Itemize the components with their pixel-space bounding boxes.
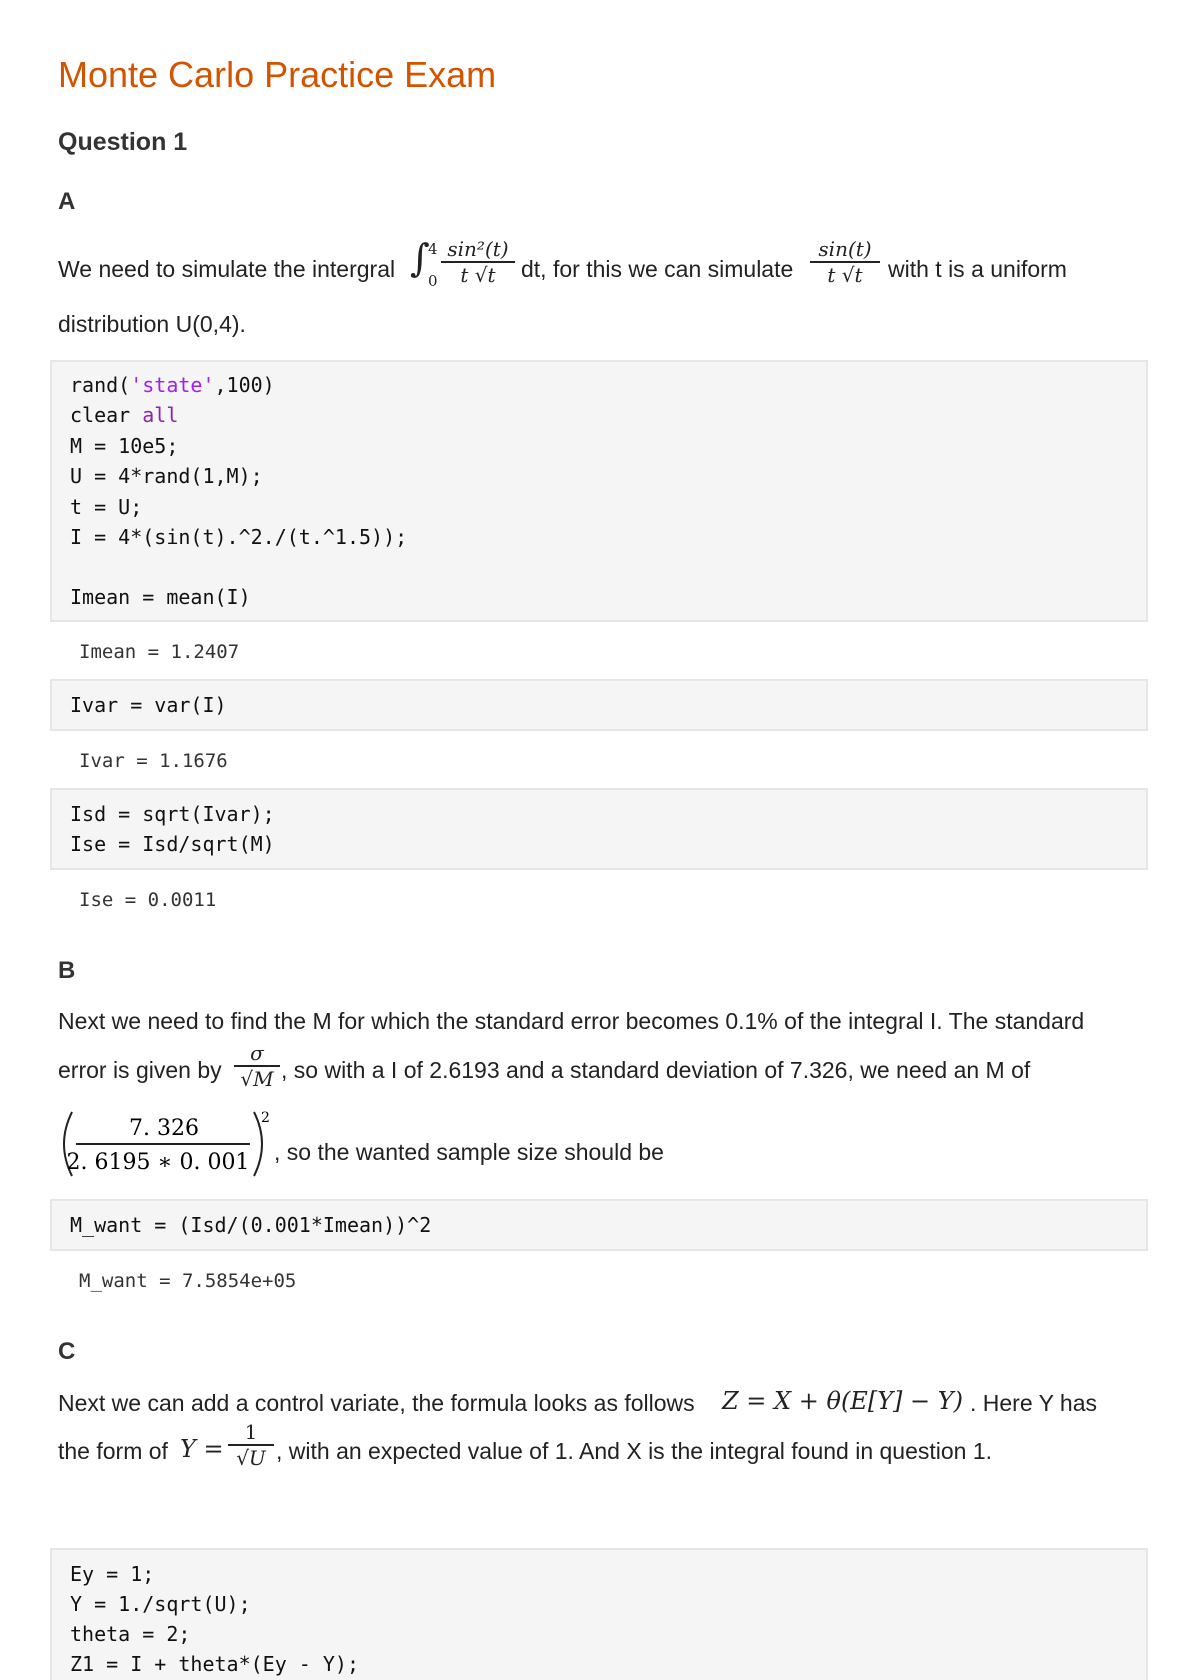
formula-numerator: 7. 326 <box>129 1116 199 1141</box>
y-equals: Y = <box>180 1435 224 1463</box>
part-b-text-1: Next we need to find the M for which the standard error becomes 0.1% of the integral I. The standard <box>58 1008 1085 1034</box>
sample-size-formula <box>58 1108 278 1180</box>
part-c-text-4: , with an expected value of 1. And X is the integral found in question 1. <box>276 1438 993 1464</box>
code-line: Ivar = var(I) <box>70 693 227 717</box>
part-a-text-1: We need to simulate the intergral <box>58 256 396 282</box>
formula-exponent: 2 <box>261 1110 270 1126</box>
code-line: U = 4*rand(1,M); <box>70 464 263 488</box>
code-line: Ey = 1; <box>70 1562 155 1586</box>
code-keyword: all <box>142 403 179 427</box>
control-variate-formula: Z = X + θ(E[Y] − Y) <box>722 1387 963 1415</box>
part-c-text-2: . Here Y has <box>970 1390 1098 1416</box>
code-line: M_want = (Isd/(0.001*Imean))^2 <box>70 1213 432 1237</box>
se-denominator: √M <box>240 1067 274 1091</box>
integrand-denominator: t √t <box>460 263 496 287</box>
code-line: Isd = sqrt(Ivar); <box>70 802 275 826</box>
code-line: M = 10e5; <box>70 434 179 458</box>
code-block-5 <box>50 1548 1148 1680</box>
part-c-text-3: the form of <box>58 1438 168 1464</box>
code-line: Imean = mean(I) <box>70 585 251 609</box>
standard-error-fraction <box>234 1041 280 1091</box>
code-line: theta = 2; <box>70 1622 191 1646</box>
integral-lower: 0 <box>428 272 438 290</box>
code-line: Ise = Isd/sqrt(M) <box>70 832 275 856</box>
part-b-text-3: , so with a I of 2.6193 and a standard deviation of 7.326, we need an M of <box>281 1057 1031 1083</box>
simulate-denominator: t √t <box>827 263 863 287</box>
output-ivar: Ivar = 1.1676 <box>79 750 228 772</box>
part-a-text-4: distribution U(0,4). <box>58 311 246 337</box>
part-b-text-4: , so the wanted sample size should be <box>274 1139 664 1165</box>
code-block-1 <box>50 360 1148 622</box>
part-a-heading: A <box>58 188 76 215</box>
part-a-text-2: dt, for this we can simulate <box>521 256 794 282</box>
part-a-text-3: with t is a uniform <box>888 256 1067 282</box>
part-b-heading: B <box>58 957 76 984</box>
part-c-text-1: Next we can add a control variate, the formula looks as follows <box>58 1390 695 1416</box>
code-block-4 <box>50 1199 1148 1251</box>
y-numerator: 1 <box>244 1420 258 1444</box>
question-heading: Question 1 <box>58 128 188 156</box>
integral-sign: ∫ <box>410 236 430 280</box>
code-line: clear all <box>70 403 179 427</box>
code-line: I = 4*(sin(t).^2./(t.^1.5)); <box>70 525 408 549</box>
se-numerator: σ <box>250 1041 264 1065</box>
integral-upper: 4 <box>428 240 438 258</box>
y-fraction <box>228 1420 274 1470</box>
code-block-3 <box>50 788 1148 870</box>
integrand-numerator: sin²(t) <box>447 237 509 261</box>
code-line: rand('state',100) <box>70 373 275 397</box>
simulate-fraction <box>810 237 880 287</box>
code-block-2 <box>50 679 1148 731</box>
code-line: t = U; <box>70 495 143 519</box>
y-denominator: √U <box>236 1446 266 1470</box>
output-ise: Ise = 0.0011 <box>79 889 217 911</box>
simulate-numerator: sin(t) <box>818 237 872 261</box>
part-c-heading: C <box>58 1338 76 1365</box>
integrand-fraction <box>441 237 515 287</box>
page-title: Monte Carlo Practice Exam <box>58 54 497 95</box>
code-string: 'state' <box>130 373 215 397</box>
output-imean: Imean = 1.2407 <box>79 641 240 663</box>
code-line: Z1 = I + theta*(Ey - Y); <box>70 1652 359 1676</box>
output-m-want: M_want = 7.5854e+05 <box>79 1270 297 1292</box>
formula-denominator: 2. 6195 ∗ 0. 001 <box>66 1150 250 1175</box>
code-line: Y = 1./sqrt(U); <box>70 1592 251 1616</box>
part-b-text-2: error is given by <box>58 1057 222 1083</box>
